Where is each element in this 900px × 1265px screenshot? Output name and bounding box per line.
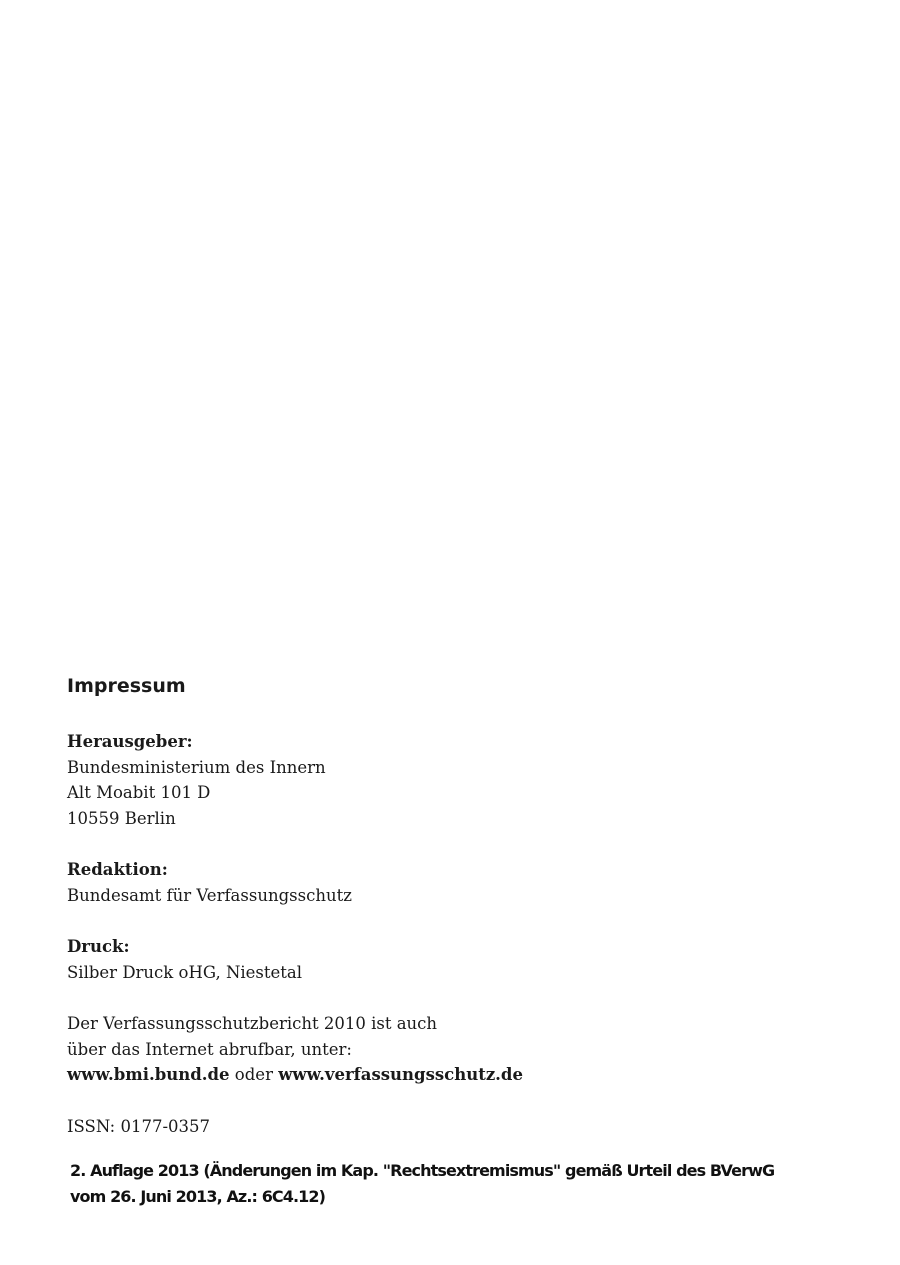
publisher-line: Alt Moabit 101 D bbox=[67, 783, 211, 802]
online-block bbox=[67, 1011, 523, 1088]
edition-line: vom 26. Juni 2013, Az.: 6C4.12) bbox=[70, 1187, 326, 1206]
online-urls-line bbox=[67, 1062, 523, 1088]
bmi-url-link[interactable]: www.bmi.bund.de bbox=[67, 1065, 230, 1084]
edition-note bbox=[70, 1158, 790, 1210]
publisher-line: Bundesministerium des Innern bbox=[67, 757, 326, 777]
url-connector: oder bbox=[229, 1065, 279, 1084]
editor-line: Bundesamt für Verfassungsschutz bbox=[67, 885, 352, 905]
print-line: Silber Druck oHG, Niestetal bbox=[67, 962, 303, 982]
online-line: über das Internet abrufbar, unter: bbox=[67, 1039, 352, 1059]
issn-block bbox=[67, 1114, 210, 1140]
editor-block bbox=[67, 857, 352, 908]
edition-line: 2. Auflage 2013 (Änderungen im Kap. "Rechtsextremismus" gemäß Urteil des BVerwG bbox=[70, 1161, 775, 1180]
editor-label: Redaktion: bbox=[67, 860, 168, 879]
print-label: Druck: bbox=[67, 937, 130, 956]
publisher-block bbox=[67, 729, 326, 831]
verfassungsschutz-url-link[interactable]: www.verfassungsschutz.de bbox=[278, 1065, 523, 1084]
issn-number: ISSN: 0177-0357 bbox=[67, 1117, 211, 1136]
impressum-heading: Impressum bbox=[67, 675, 186, 697]
publisher-line: 10559 Berlin bbox=[67, 808, 176, 828]
online-line: Der Verfassungsschutzbericht 2010 ist auch bbox=[67, 1014, 438, 1033]
print-block bbox=[67, 934, 302, 985]
publisher-label: Herausgeber: bbox=[67, 732, 193, 751]
